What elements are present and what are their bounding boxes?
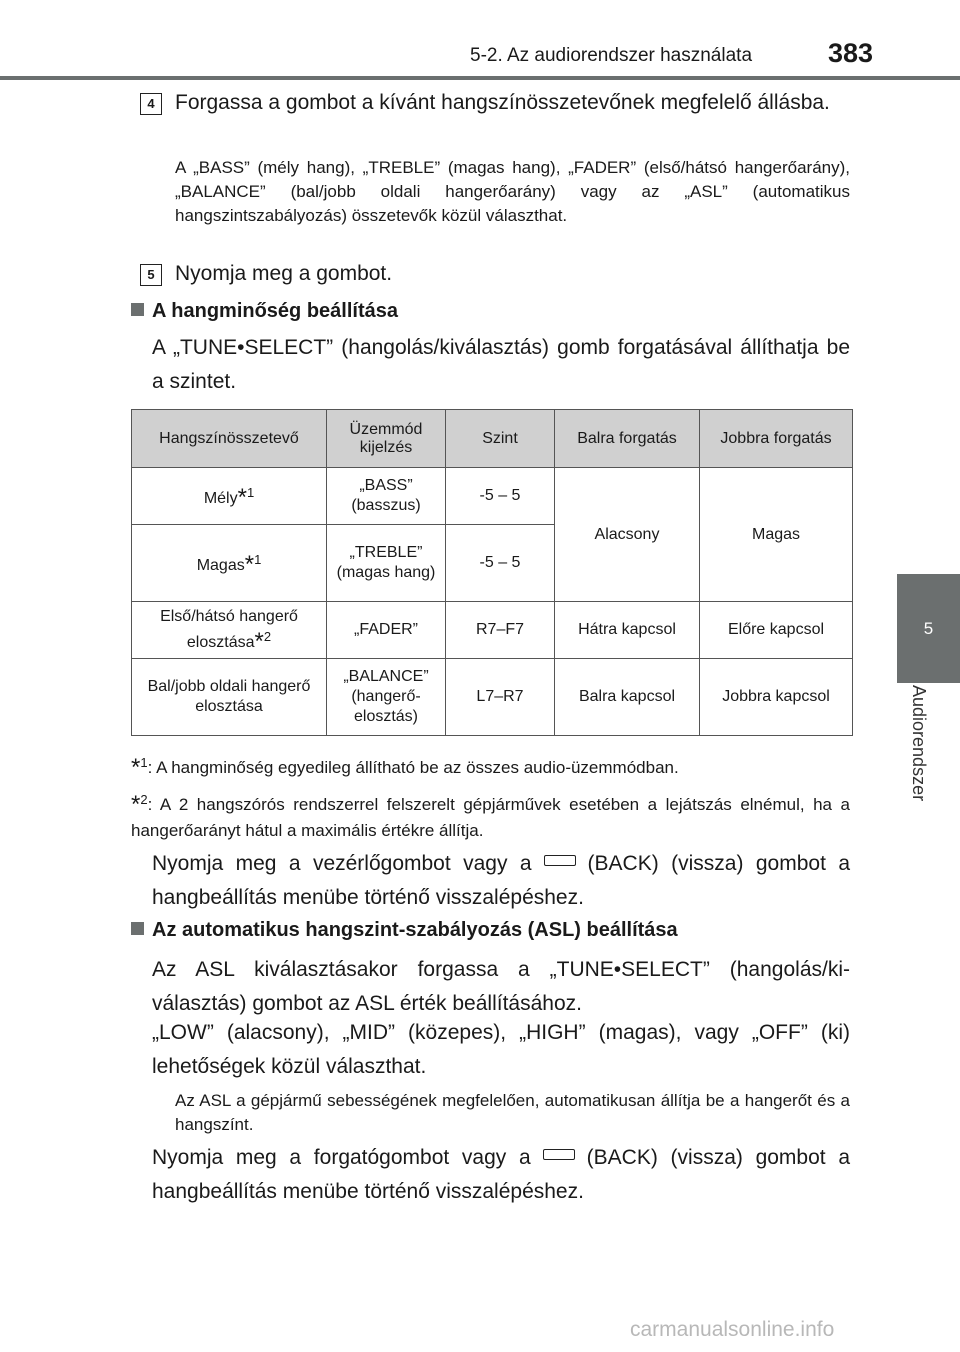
column-header: Jobbra forgatás [700, 410, 853, 468]
table-cell: L7–R7 [446, 659, 555, 736]
section-1-text: A „TUNE•SELECT” (hangolás/kiválasztás) gomb forgatásával állíthatja be a szintet. [152, 336, 850, 393]
table-cell: Mély*$^1$ [132, 468, 327, 525]
table-cell: Bal/jobb oldali hangerő elosztása [132, 659, 327, 736]
table-cell: Balra kapcsol [555, 659, 700, 736]
back-button-icon [544, 855, 576, 866]
table-cell: Jobbra kapcsol [700, 659, 853, 736]
column-header: Hangszínösszetevő [132, 410, 327, 468]
chapter-number: 5 [923, 619, 934, 638]
section-heading-text: A hangminőség beállítása [152, 300, 398, 322]
column-header: Üzemmód kijelzés [327, 410, 446, 468]
table-cell: Első/hátsó hangerő elosztása*$^2$ [132, 602, 327, 659]
table-cell: R7–F7 [446, 602, 555, 659]
watermark: carmanualsonline.info [630, 1318, 835, 1341]
section-title: 5-2. Az audiorendszer használata [470, 45, 753, 66]
table-cell: Magas [700, 468, 853, 602]
page-number: 383 [828, 38, 874, 68]
table-cell: Hátra kapcsol [555, 602, 700, 659]
step-4-text: Forgassa a gombot a kívánt hangszínösszetevőnek megfelelő állásba. [175, 91, 830, 114]
table-cell: Magas*$^1$ [132, 525, 327, 602]
footnote-1: *$^1$: A hangminőség egyedileg állítható be az összes audio-üzemmódban. [131, 754, 679, 781]
table-cell: -5 – 5 [446, 468, 555, 525]
table-row [132, 468, 853, 525]
step-4-note: A „BASS” (mély hang), „TREBLE” (magas hang), „FADER” (első/hátsó hangerőarány), „BALANCE” (bal/jobb oldali hangerőarány) vagy az „ASL” (automatikus hangszintszabályozás) összetevők közül választhat. [175, 158, 850, 225]
step-number-4: 4 [140, 93, 162, 115]
back-instruction-2: Nyomja meg a forgatógombot vagy a (BACK) (vissza) gombot a hangbeállítás menübe történő visszalépéshez. [152, 1146, 850, 1203]
back-instruction-1: Nyomja meg a vezérlőgombot vagy a (BACK) (vissza) gombot a hangbeállítás menübe történő visszalépéshez. [152, 852, 850, 909]
step-5-text: Nyomja meg a gombot. [175, 262, 393, 285]
header-rule [0, 76, 960, 80]
square-bullet-icon [131, 922, 144, 935]
table-row [132, 659, 853, 736]
section-2-paragraph-2: „LOW” (alacsony), „MID” (közepes), „HIGH” (magas), vagy „OFF” (ki) lehetőségek közül választhat. [152, 1021, 850, 1078]
table-cell: „BASS” (basszus) [327, 468, 446, 525]
chapter-label [897, 685, 960, 825]
table-row [132, 602, 853, 659]
section-heading-text: Az automatikus hangszint-szabályozás (ASL) beállítása [152, 919, 678, 941]
sound-settings-table [131, 409, 853, 736]
table-header-row [132, 410, 853, 468]
footnote-2: *$^2$: A 2 hangszórós rendszerrel felszerelt gépjárművek esetében a lejátszás elnémul, ha a hangerőarányt hátul a maximális értékre állítja. [131, 791, 850, 840]
chapter-label-text: Audiorendszer [909, 685, 929, 802]
table-cell: „TREBLE” (magas hang) [327, 525, 446, 602]
table-cell: „BALANCE” (hangerőelosztás) [327, 659, 446, 736]
asl-note: Az ASL a gépjármű sebességének megfelelően, automatikusan állítja be a hangerőt és a hangszínt. [175, 1091, 850, 1134]
table-cell: Előre kapcsol [700, 602, 853, 659]
table-cell: -5 – 5 [446, 525, 555, 602]
column-header: Balra forgatás [555, 410, 700, 468]
section-2-paragraph-1: Az ASL kiválasztásakor forgassa a „TUNE•SELECT” (hangolás/kiválasztás) gombot az ASL érték beállításához. [152, 958, 850, 1015]
table-cell: Alacsony [555, 468, 700, 602]
square-bullet-icon [131, 303, 144, 316]
section-heading-sound-quality [131, 300, 398, 323]
step-number-5: 5 [140, 264, 162, 286]
back-button-icon [543, 1149, 575, 1160]
table-cell: „FADER” [327, 602, 446, 659]
column-header: Szint [446, 410, 555, 468]
section-heading-asl [131, 919, 678, 942]
chapter-tab [897, 574, 960, 683]
